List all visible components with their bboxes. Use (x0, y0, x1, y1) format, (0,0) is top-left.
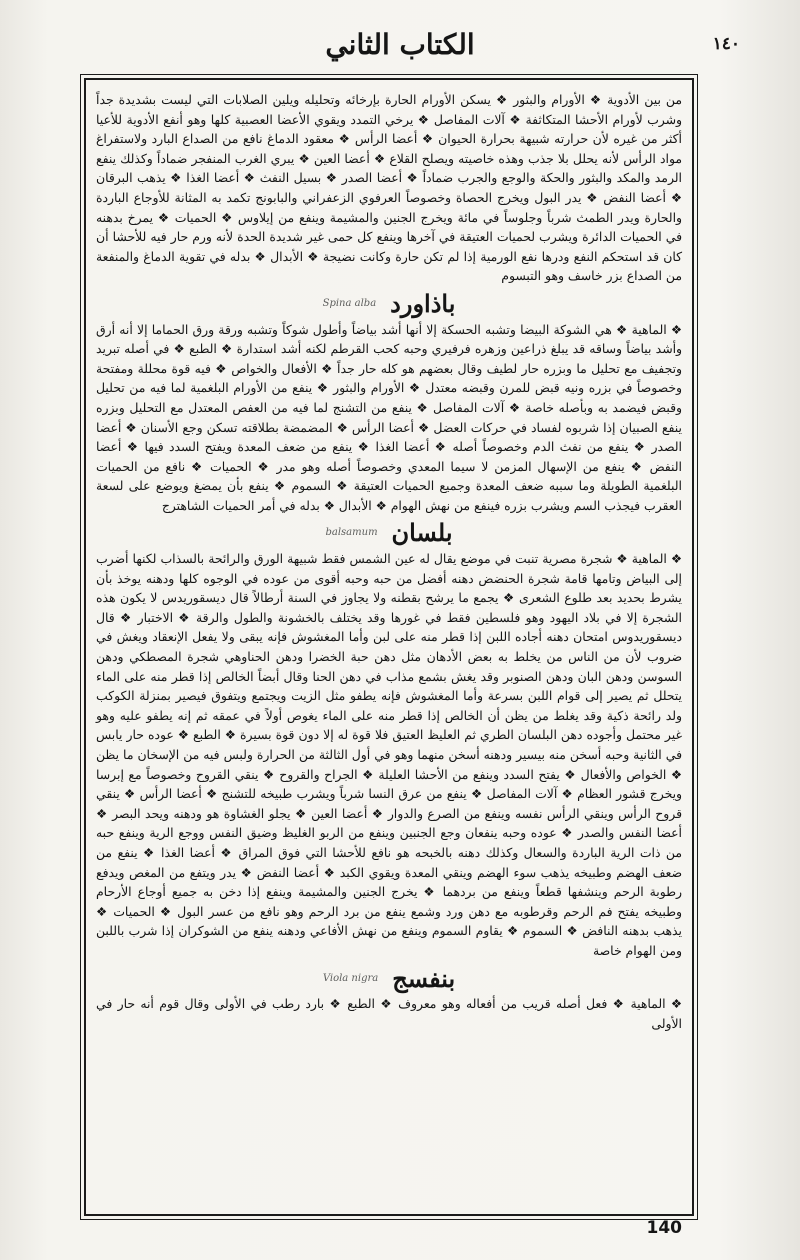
section-title: بنفسج (392, 963, 456, 993)
section-paragraph: ❖ الماهية ❖ شجرة مصرية تنبت في موضع يقال له عين الشمس فقط شبيهة الورق والرائحة بالسذاب لكنها أضرب إلى البياض وتامها قامة شجرة الحنضض دهنه أفضل من حبه وحبه أقوى من عوده في الوجوه كلها ودهنه يوخذ بأن يشرط بحديد بعد طلوع الشعرى ❖ يجمع ما يرشح بقطنه ولا يجاوز في السنة أرطالاً قال ديسقوريدس لا يكون هذه الشجرة إلا في بلاد اليهود وهو فلسطين فقط في غورها وقد يختلف بالخشونة والطول والرقة ❖ الاختبار ❖ قال ديسقوريدوس امتحان دهنه أجاده اللبن إذا قطر منه على لبن وأما المغشوش فإنه يبقى ولا يفعل الإنعقاد ويغش في ضروب لأن من الناس من يخلط به بعض الأدهان مثل دهن حبة الخضرا ودهن الحناوهي شجرة المصطكي ودهن السوسن ودهن البان ودهن الصنوبر وقد يغش بشمع مذاب في دهن الحنا وقال أبضاً الخالص إذا قطر منه على الماء يتحلل ثم يصير إلى قوام اللبن بسرعة وأما المغشوش فإنه يطفو مثل الزيت ويجتمع ويتفوق فيصير بمنزلة الكوكب ولد رائحة ذكية وقد يغلط من يظن أن الخالص إذا قطر منه على الماء يغوص أولاً في عمقه ثم إنه يطفو عليه وهو غير محتمل وأجوده دهن البلسان الطري ثم العليظ العتيق فلا قوة له إلا دون قوة بسيرة ❖ الطبع ❖ عوده حار يابس في الثانية وحبه أسخن منه بيسير ودهنه أسخن منهما وهو في أول الثالثة من الحرارة ولبس فيه من الإسخان ما يظن ❖ الخواص والأفعال ❖ يفتح السدد وينفع من الأحشا العليلة ❖ الجراح والقروح ❖ ينقي القروح وخصوصاً مع إبرسا ويخرج قشور العظام ❖ آلات المفاصل ❖ ينفع من عرق النسا شرباً ويشرب طبيخه للتشنج ❖ أعضا الرأس ❖ ينقي قروح الرأس وينقي الرأس نفسه وينفع من الصرع والدوار ❖ أعضا العين ❖ يجلو الغشاوة هو ودهنه ويحد البصر ❖ أعضا النفس والصدر ❖ عوده وحبه ينفعان وجع الجنبين وينفع من الربو الغليظ وضيق النفس ووجع الرية وينفع حبه من ذات الرية الباردة والسعال وكذلك دهنه بالخبحه هو نافع للأحشا التي فوق المراق ❖ أعضا الغذا ❖ ينفع من ضعف الهضم وطبيخه يذهب سوء الهضم وينقي المعدة ويقوي الكبد ❖ أعضا النفض ❖ يدر ويتفع من المغص ويدفع رطوبة الرحم وينشفها قطعاً وينفع من بردهما ❖ يخرج الجنين والمشيمة وينفع إذا دخن به جميع أوجاع الأرحام وطبيخه يفتح فم الرحم وقرطوبه مع دهن ورد وشمع ينفع من برد الرحم وهو نافع من عسر البول ❖ الحميات ❖ يذهب بدهنه النافض ❖ السموم ❖ يقاوم السموم وينفع من نهش الأفاعي ودهنه ينفع من الشوكران إذا شرب باللبن ومن الهوام خاصة (96, 551, 682, 958)
book-title: الكتاب الثاني (325, 28, 475, 61)
section-header-badhaward (92, 288, 686, 318)
section-title: باذاورد (390, 288, 456, 318)
latin-annotation: Spina alba (322, 297, 377, 309)
latin-annotation: Viola nigra (322, 972, 379, 984)
page-number-bottom: 140 (646, 1218, 682, 1238)
page-header (60, 22, 740, 68)
section-paragraph: ❖ الماهية ❖ فعل أصله قريب من أفعاله وهو معروف ❖ الطبع ❖ بارد رطب في الأولى وقال قوم أنه حار في الأولى (96, 996, 682, 1031)
section-paragraph: ❖ الماهية ❖ هي الشوكة البيضا وتشبه الحسكة إلا أنها أشد بياضاً وأطول شوكاً وتشبه ورقة ورق الحماما إلا أنه أرق وأشد بياضاً وساقه قد يبلغ ذراعين وزهره فرفيري وحبه كحب القرطم لكنه أشد استدارة ❖ الطبع ❖ في أصله تبريد وتجفيف مع تحليل ما وبزره حار لطيف وقال بعضهم هو كله حار جداً ❖ الأفعال والخواص ❖ فيه قوة محللة ومفتحة وخصوصاً في بزره ونيه قبض للمرن وقبضه معتدل ❖ الأورام والبثور ❖ ينفع من الأورام البلغمية لما فيه من تحليل وقبض فيضمد به وبأصله خاصة ❖ آلات المفاصل ❖ ينفع من التشنج لما فيه من العفص المعتدل مع التحليل وبزره ينفع الصبيان إذا شربوه لفساد في حركات العضل ❖ أعضا الرأس ❖ المضمضة بطلاقته تسكن وجع الأسنان ❖ أعضا الصدر ❖ ينفع من نفث الدم وخصوصاً أصله ❖ أعضا الغذا ❖ ينفع من ضعف المعدة ويفتح السدد فيها ❖ أعضا النفض ❖ ينفع من الإسهال المزمن لا سيما المعدي وخصوصاً أصله وهو مدر ❖ الحميات ❖ نافع من الحميات البلغمية الطويلة وما سببه ضعف المعدة وجميع الحميات العتيقة ❖ السموم ❖ ينفع بأن يمضغ ويوضع على لسعة العقرب فيجذب السم ويشرب بزره فينفع من نهش الهوام ❖ الأبدال ❖ بدله في أمر الحميات الشاهترج (96, 321, 682, 513)
latin-annotation: balsamum (325, 527, 378, 539)
page-number-top: ١٤٠ (712, 34, 740, 54)
section-title: بلسان (391, 518, 453, 548)
section-intro-paragraph: من بين الأدوية ❖ الأورام والبثور ❖ يسكن الأورام الحارة بإرخائه وتحليله ويلين الصلابات التي ليست بشديدة جداً وشرب لأورام الأحشا المتكاثفة ❖ آلات المفاصل ❖ يرخي التمدد ويقوي الأعضا العصبية كلها وهو أنفع الأدوية للأعيا أكثر من غيره لأن حرارته شبيهة بحرارة الحيوان ❖ أعضا الرأس ❖ معقود الدماغ نافع من الصداع البارد ولاستفراغ مواد الرأس لأنه يحلل بلا جذب وهذه خاصيته ويصلح القلاع ❖ أعضا العين ❖ يبري الغرب المنفجر ضماداً وكذلك ينفع الرمد والمكد والبثور والحكة والوجع والجرب ضماداً ❖ أعضا الصدر ❖ بسيل النفث ❖ أعضا الغذا ❖ يذهب البرقان ❖ أعضا النفض ❖ يدر البول ويخرج الحصاة وخصوصاً العرفوي الزعفراني والبابونج تكمد به المثانة للأوجاع الباردة والحارة ويدر الطمث شرباً وجلوساً في مائة ويخرج الجنين والمشيمة وينفع من إيلاوس ❖ الحميات ❖ يمرخ بدهنه في الحميات الدائرة ويشرب لحميات العتيقة في آخرها وينفع كل حمى غير شديدة الحدة لأنه ورم حار فيه للأحشا أن كان قد استحكم النفع ودرها نفع الورمية إذا لم تكن حارة وكانت نضيجة ❖ الأبدال ❖ بدله في تقوية الدماغ والمنفعة من الصداع بزر خاسف وهو التبسوم (96, 92, 682, 284)
section-header-balsan (92, 518, 686, 548)
section-header-banafsaj (92, 963, 686, 993)
text-body (92, 90, 686, 1206)
